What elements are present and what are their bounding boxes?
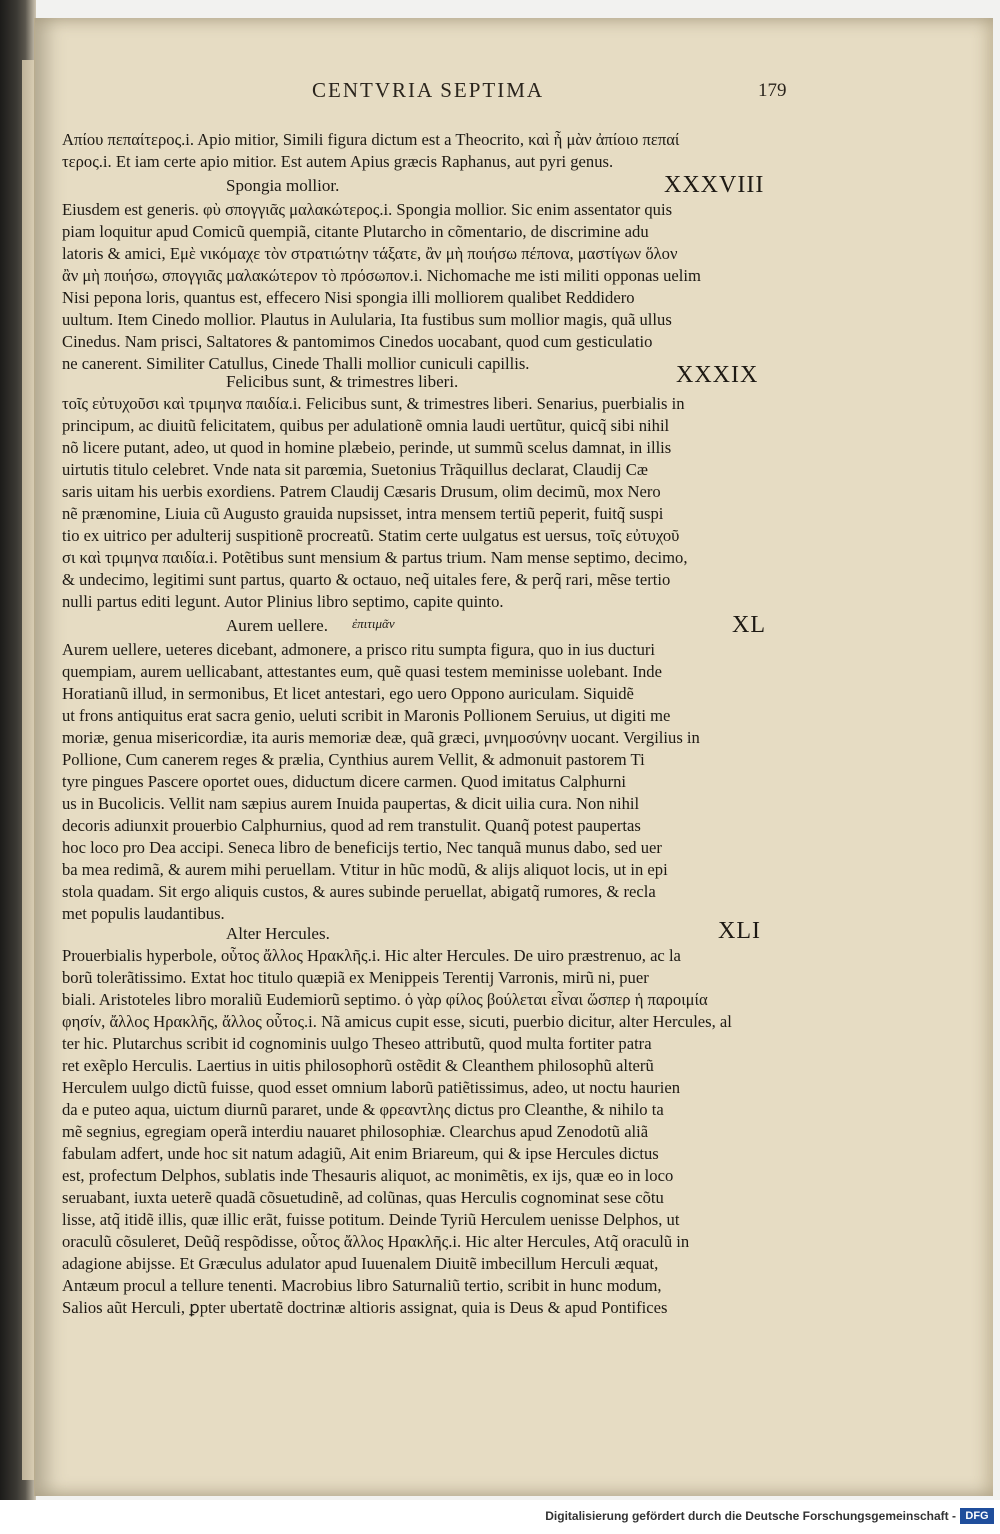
text-line: Eiusdem est generis. φὺ σπογγιᾶς μαλακώτερος.i. Spongia mollior. Sic enim assentator quis [62,200,673,219]
running-head: CENTVRIA SEPTIMA [312,78,545,102]
text-line: Horatianũ illud, in sermonibus, Et licet antestari, ego uero Oppono auriculam. Siquidẽ [62,684,634,703]
text-line: adagione abijsse. Et Græculus adulator apud Iuuenalem Diuitẽ imbecillum Herculi æquat, [62,1254,659,1273]
text-line: saris uitam his uerbis exordiens. Patrem Claudij Cæsaris Drusum, olim decimũ, mox Nero [62,482,661,501]
text-line: seruabant, iuxta ueterẽ quadã cõsuetudinẽ, ad colũnas, quas Herculis cognominat sese cõtu [62,1188,664,1207]
text-line: φησίν, ἄλλος Ηρακλῆς, ἄλλος οὗτος.i. Nã amicus cupit esse, sicuti, puerbio dicitur, alter Hercules, al [62,1012,732,1031]
text-line: fabulam adfert, unde hoc sit natum adagiũ, Ait enim Briareum, qui & ipse Hercules dictus [62,1144,659,1163]
text-line: tio ex uitrico per adulterij suspitionẽ procreatũ. Statim certe uulgatus est uersus, τοῖς εὐτυχοῦ [62,526,680,545]
text-line: Nisi pepona loris, quantus est, effecero Nisi spongia illi molliorem qualibet Reddidero [62,288,635,307]
text-line: oraculũ cõsuleret, Deũq̃ respõdisse, οὗτος ἄλλος Ηρακλῆς.i. Hic alter Hercules, Atq̃ oraculũ in [62,1232,690,1251]
page-header [0,78,1000,104]
text-line: quempiam, aurem uellicabant, attestantes eum, quẽ quasi testem meminisse uolebant. Inde [62,662,662,681]
text-line: uirtutis titulo celebret. Vnde nata sit parœmia, Suetonius Trãquillus declarat, Claudij Cæ [62,460,648,479]
text-line: us in Bucolicis. Vellit nam sæpius aurem Inuida paupertas, & dicit uilia cura. Non nihil [62,794,640,813]
text-line: hoc loco pro Dea accipi. Seneca libro de beneficijs tertio, Nec tanquã munus dabo, sed uer [62,838,662,857]
text-line: Herculem uulgo dictũ fuisse, quod esset omnium laborũ patiẽtissimus, adeo, ut noctu haurien [62,1078,680,1097]
text-line: Aurem uellere, ueteres dicebant, admonere, a prisco ritu sumpta figura, quo in ius ducturi [62,640,656,659]
dfg-logo: DFG [960,1508,994,1524]
text-line: ter hic. Plutarchus scribit id cognominis uulgo Theseo attributũ, quod multa fortiter patra [62,1034,652,1053]
text-line: τοῖς εὐτυχοῦσι καὶ τριμηνα παιδία.i. Felicibus sunt, & trimestres liberi. Senarius, puerbialis in [62,394,685,413]
text-line: Cinedus. Nam prisci, Saltatores & pantomimos Cinedos uocabant, quod cum gesticulatio [62,332,653,351]
text-line: nẽ prænomine, Liuia cũ Augusto grauida nupsisset, intra mensem tertiũ peperit, fuitq̃ suspi [62,504,664,523]
text-line: & undecimo, legitimi sunt partus, quarto & octauo, neq̃ uitales fere, & perq̃ rari, mẽse tertio [62,570,671,589]
text-line: ba mea redimã, & aurem mihi peruellam. Vtitur in hũc modũ, & alijs aliquot locis, ut in epi [62,860,668,879]
text-line: Salios aũt Herculi, ꝑpter ubertatẽ doctrinæ altioris assignat, quia is Deus & apud Pontifices [62,1298,668,1317]
funding-credit: Digitalisierung gefördert durch die Deutsche Forschungsgemeinschaft - [545,1509,956,1523]
text-line: ne canerent. Similiter Catullus, Cinede Thalli mollior cuniculi capillis. [62,354,530,373]
text-line: latoris & amici, Εμὲ νικόμαχε τὸν στρατιώτην τάξατε, ἂν μὴ ποιήσω πέπονα, μαστίγων ὅλον [62,244,678,263]
page-number: 179 [758,80,787,101]
marginal-annotation: ἐπιτιμᾶν [352,616,395,631]
adage-number: XXXIX [676,362,759,388]
text-line: ret exẽplo Herculis. Laertius in uitis philosophorũ ostẽdit & Cleanthem philosophũ alterũ [62,1056,654,1075]
text-line: Antæum procul a tellure tenenti. Macrobius libro Saturnaliũ tertio, scribit in hunc modum, [62,1276,662,1295]
text-line: tyre pingues Pascere oportet oues, diductum dicere carmen. Quod imitatus Calphurni [62,772,627,791]
adage-heading: Alter Hercules. [226,924,330,943]
adage-heading: Spongia mollior. [226,176,340,195]
text-line: Pollione, Cum canerem reges & prælia, Cynthius aurem Vellit, & admonuit pastorem Ti [62,750,645,769]
adage-number: XLI [718,918,761,944]
text-line: uultum. Item Cinedo mollior. Plautus in Aulularia, Ita fustibus sum mollior magis, quã ullus [62,310,672,329]
text-line: moriæ, genua misericordiæ, ita auris memoriæ deæ, quã græci, μνημοσύνην uocant. Vergilius in [62,728,700,747]
text-line: ἂν μὴ ποιήσω, σπογγιᾶς μαλακώτερον τὸ πρόσωπον.i. Nichomache me isti militi opponas uelim [62,266,701,285]
text-line: τερος.i. Et iam certe apio mitior. Est autem Apius græcis Raphanus, aut pyri genus. [62,152,614,171]
text-line: da e puteo aqua, uictum diurnũ pararet, unde & φρεαντλης dictus pro Cleanthe, & nihilo ta [62,1100,664,1119]
adage-heading: Felicibus sunt, & trimestres liberi. [226,372,459,391]
text-line: ut frons antiquitus erat sacra genio, ueluti scribit in Maronis Pollionem Seruius, ut digiti me [62,706,671,725]
text-line: σι καὶ τριμηνα παιδία.i. Potẽtibus sunt mensium & partus trium. Nam mense septimo, decimo, [62,548,688,567]
adage-number: XL [732,612,766,638]
text-line: met populis laudantibus. [62,904,225,923]
text-line: piam loquitur apud Comicũ quempiã, citante Plutarcho in cõmentario, de discrimine adu [62,222,649,241]
text-line: mẽ segnius, egregiam operã interdiu nauaret philosophiæ. Clearchus apud Zenodotũ aliã [62,1122,649,1141]
text-line: nõ licere putant, adeo, ut quod in homine plæbeio, perinde, ut summũ scelus damnat, in illis [62,438,672,457]
adage-heading: Aurem uellere. [226,616,328,635]
text-line: lisse, atq̃ itidẽ illis, quæ illic erãt, fuisse potitum. Deinde Tyriũ Herculem uenisse Delphos, ut [62,1210,680,1229]
text-line: biali. Aristoteles libro moraliũ Eudemiorũ septimo. ὁ γὰρ φίλος βούλεται εἶναι ὥσπερ ἡ παροιμία [62,990,708,1009]
text-line: est, profectum Delphos, sublatis inde Thesauris aliquot, ac monimẽtis, ex ijs, quæ eo in loco [62,1166,674,1185]
text-line: nulli partus editi legunt. Autor Plinius libro septimo, capite quinto. [62,592,504,611]
footer-bar [0,1500,1000,1534]
text-line: borũ tolerãtissimo. Extat hoc titulo quæpiã ex Menippeis Terentij Varronis, mirũ ni, puer [62,968,649,987]
text-line: decoris adiunxit prouerbio Calphurnius, quod ad rem transtulit. Quanq̃ potest paupertas [62,816,641,835]
adage-number: XXXVIII [664,172,765,198]
text-line: Απίου πεπαίτερος.i. Apio mitior, Simili figura dictum est a Theocrito, καὶ ἦ μὰν ἀπίοιο πεπαί [62,130,680,149]
text-line: principum, ac diuitũ felicitatem, quibus per adulationẽ omnia laudi uertũtur, quicq̃ sibi nihil [62,416,670,435]
text-line: Prouerbialis hyperbole, οὗτος ἄλλος Ηρακλῆς.i. Hic alter Hercules. De uiro præstrenuo, ac la [62,946,681,965]
text-line: stola quadam. Sit ergo aliquis custos, & aures subinde peruellat, abigatq̃ rumores, & recla [62,882,656,901]
